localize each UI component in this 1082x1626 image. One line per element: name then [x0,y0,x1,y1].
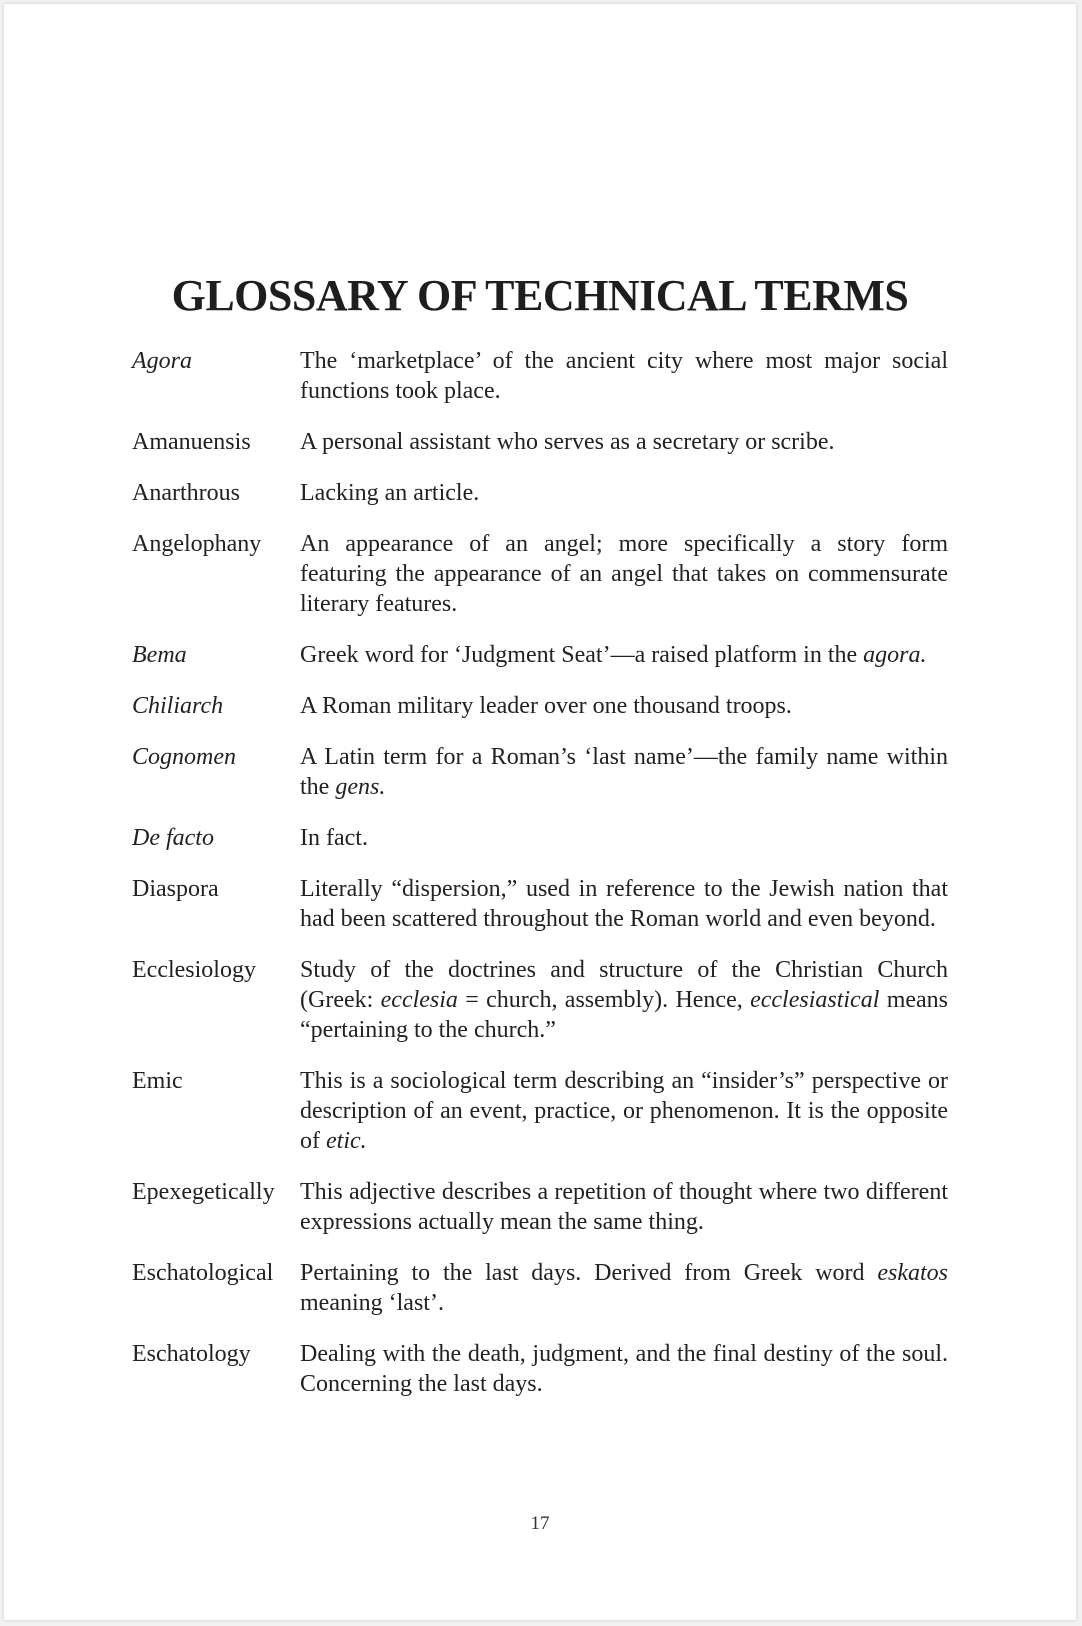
glossary-term: Eschatology [132,1341,251,1367]
definition-text: meaning ‘last’. [300,1290,444,1316]
glossary-entry [132,427,948,457]
glossary-entry [132,823,948,853]
glossary-definition [300,529,948,619]
definition-text: An appearance of an angel; more specifically a story form featuring the appearance of an angel that takes on commensurate literary features. [300,531,948,617]
glossary-term: Ecclesiology [132,957,256,983]
definition-italic-text: ecclesiastical [750,987,880,1013]
glossary-term: Bema [132,642,187,668]
definition-text: means “pertaining to the church.” [300,987,949,1043]
glossary-term: Diaspora [132,876,219,902]
glossary-term: Amanuensis [132,429,251,455]
definition-text: Study of the doctrines and structure of the Christian Church (Greek: [300,957,948,1013]
definition-italic-text: ecclesia [380,987,458,1013]
definition-text: Pertaining to the last days. Derived from Greek word [300,1260,878,1286]
glossary-term: Chiliarch [132,693,224,719]
definition-text: Dealing with the death, judgment, and the final destiny of the soul. Concerning the last days. [300,1341,948,1397]
glossary-definition [300,1177,948,1237]
definition-text: A personal assistant who serves as a secretary or scribe. [300,429,835,455]
document-page [4,4,1076,1620]
glossary-term: Emic [132,1068,183,1094]
glossary-definition [300,691,948,721]
definition-text: Literally “dispersion,” used in reference to the Jewish nation that had been scattered throughout the Roman world and even beyond. [300,876,948,932]
definition-text: A Roman military leader over one thousand troops. [300,693,792,719]
glossary-definition [300,478,948,508]
definition-italic-text: eskatos [877,1260,948,1286]
glossary-term: De facto [132,825,214,851]
page-title: GLOSSARY OF TECHNICAL TERMS [171,271,909,320]
definition-text: This is a sociological term describing an “insider’s” perspective or description of an event, practice, or phenomenon. It is the opposite of [300,1068,948,1154]
definition-text: In fact. [300,825,368,851]
glossary-entry [132,640,948,670]
definition-text: Lacking an article. [300,480,480,506]
glossary-entry [132,874,948,934]
glossary-definition [300,742,948,802]
glossary-definition [300,1339,948,1399]
glossary-term: Agora [132,348,192,374]
glossary-term: Angelophany [132,531,262,557]
definition-text: Greek word for ‘Judgment Seat’—a raised platform in the [300,642,864,668]
glossary-list [132,346,948,1420]
glossary-definition [300,1258,948,1318]
glossary-term: Anarthrous [132,480,240,506]
glossary-entry [132,742,948,802]
glossary-entry [132,529,948,619]
glossary-entry [132,1066,948,1156]
glossary-term: Epexegetically [132,1179,275,1205]
glossary-entry [132,1339,948,1399]
glossary-definition [300,640,948,670]
glossary-entry [132,346,948,406]
glossary-entry [132,955,948,1045]
definition-text: A Latin term for a Roman’s ‘last name’—the family name within the [300,744,948,800]
glossary-definition [300,823,948,853]
glossary-definition [300,346,948,406]
glossary-definition [300,874,948,934]
glossary-term: Cognomen [132,744,236,770]
page-number: 17 [530,1513,550,1534]
glossary-entry [132,691,948,721]
glossary-definition [300,955,948,1045]
glossary-entry [132,478,948,508]
glossary-term: Eschatological [132,1260,274,1286]
definition-italic-text: gens. [335,774,386,800]
glossary-definition [300,1066,948,1156]
definition-text: This adjective describes a repetition of thought where two different expressions actually mean the same thing. [300,1179,948,1235]
definition-text: = church, assembly). Hence, [457,987,751,1013]
glossary-entry [132,1177,948,1237]
glossary-entry [132,1258,948,1318]
glossary-definition [300,427,948,457]
definition-italic-text: agora. [863,642,927,668]
definition-text: The ‘marketplace’ of the ancient city where most major social functions took place. [300,348,948,404]
definition-italic-text: etic. [326,1128,367,1154]
